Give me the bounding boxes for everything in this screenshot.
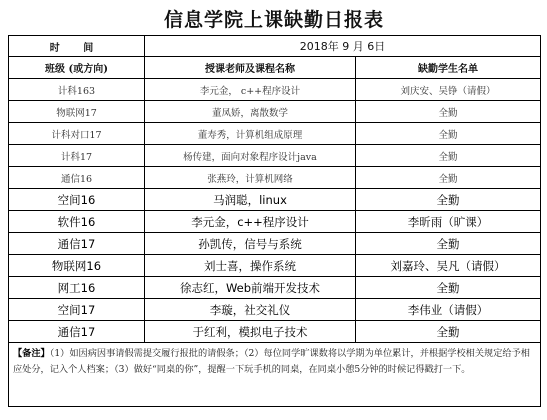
attendance-table (8, 35, 541, 407)
absent-cell: 全勤 (356, 167, 541, 189)
class-cell: 物联网17 (9, 101, 145, 123)
class-cell: 通信17 (9, 321, 145, 343)
table-row (9, 277, 541, 299)
teacher-course-cell: 李元金， c++程序设计 (145, 79, 356, 101)
date-value: 2018年 9 月 6日 (145, 36, 541, 57)
table-row (9, 233, 541, 255)
header-class: 班级 (或方向) (9, 57, 145, 79)
date-row (9, 36, 541, 57)
class-cell: 计科17 (9, 145, 145, 167)
absent-cell: 李昕雨（旷课） (356, 211, 541, 233)
table-row (9, 255, 541, 277)
teacher-course-cell: 李元金，c++程序设计 (145, 211, 356, 233)
absent-cell: 全勤 (356, 145, 541, 167)
teacher-course-cell: 于红利，模拟电子技术 (145, 321, 356, 343)
teacher-course-cell: 杨传建，面向对象程序设计java (145, 145, 356, 167)
absent-cell: 全勤 (356, 277, 541, 299)
note-text: （1）如因病因事请假需提交履行报批的请假条；（2）每位同学旷课数将以学期为单位累计，并根据学校相关规定给予相应处分，记入个人档案；（3）做好“同桌的你”，提醒一下玩手机的同桌，在同桌小憩5分钟的时候记得戳打一下。 (13, 348, 530, 375)
class-cell: 软件16 (9, 211, 145, 233)
report-title: 信息学院上课缺勤日报表 (163, 9, 384, 31)
header-teacher-course: 授课老师及课程名称 (145, 57, 356, 79)
teacher-course-cell: 刘士喜，操作系统 (145, 255, 356, 277)
table-row (9, 211, 541, 233)
class-cell: 通信17 (9, 233, 145, 255)
table-row (9, 189, 541, 211)
class-cell: 空间17 (9, 299, 145, 321)
class-cell: 计科对口17 (9, 123, 145, 145)
absent-cell: 全勤 (356, 123, 541, 145)
table-row (9, 167, 541, 189)
class-cell: 空间16 (9, 189, 145, 211)
absent-cell: 全勤 (356, 101, 541, 123)
class-cell: 通信16 (9, 167, 145, 189)
table-row (9, 123, 541, 145)
table-row (9, 145, 541, 167)
absent-cell: 刘庆安、吴铮（请假） (356, 79, 541, 101)
header-row (9, 57, 541, 79)
attendance-table-body (9, 36, 541, 407)
note-row (9, 343, 541, 407)
teacher-course-cell: 董寿秀，计算机组成原理 (145, 123, 356, 145)
teacher-course-cell: 李璇，社交礼仪 (145, 299, 356, 321)
absent-cell: 刘嘉玲、吴凡（请假） (356, 255, 541, 277)
class-cell: 计科163 (9, 79, 145, 101)
table-row (9, 79, 541, 101)
absent-cell: 全勤 (356, 189, 541, 211)
absent-cell: 全勤 (356, 233, 541, 255)
teacher-course-cell: 马润聪，linux (145, 189, 356, 211)
table-row (9, 101, 541, 123)
class-cell: 物联网16 (9, 255, 145, 277)
note-head: 【备注】 (13, 348, 50, 359)
class-cell: 网工16 (9, 277, 145, 299)
teacher-course-cell: 董凤娇，离散数学 (145, 101, 356, 123)
absent-cell: 李伟业（请假） (356, 299, 541, 321)
date-label: 时 间 (9, 36, 145, 57)
absent-cell: 全勤 (356, 321, 541, 343)
teacher-course-cell: 张燕玲，计算机网络 (145, 167, 356, 189)
teacher-course-cell: 孙凯传，信号与系统 (145, 233, 356, 255)
table-row (9, 299, 541, 321)
note-cell (9, 343, 541, 407)
teacher-course-cell: 徐志红，Web前端开发技术 (145, 277, 356, 299)
table-row (9, 321, 541, 343)
header-absent: 缺勤学生名单 (356, 57, 541, 79)
